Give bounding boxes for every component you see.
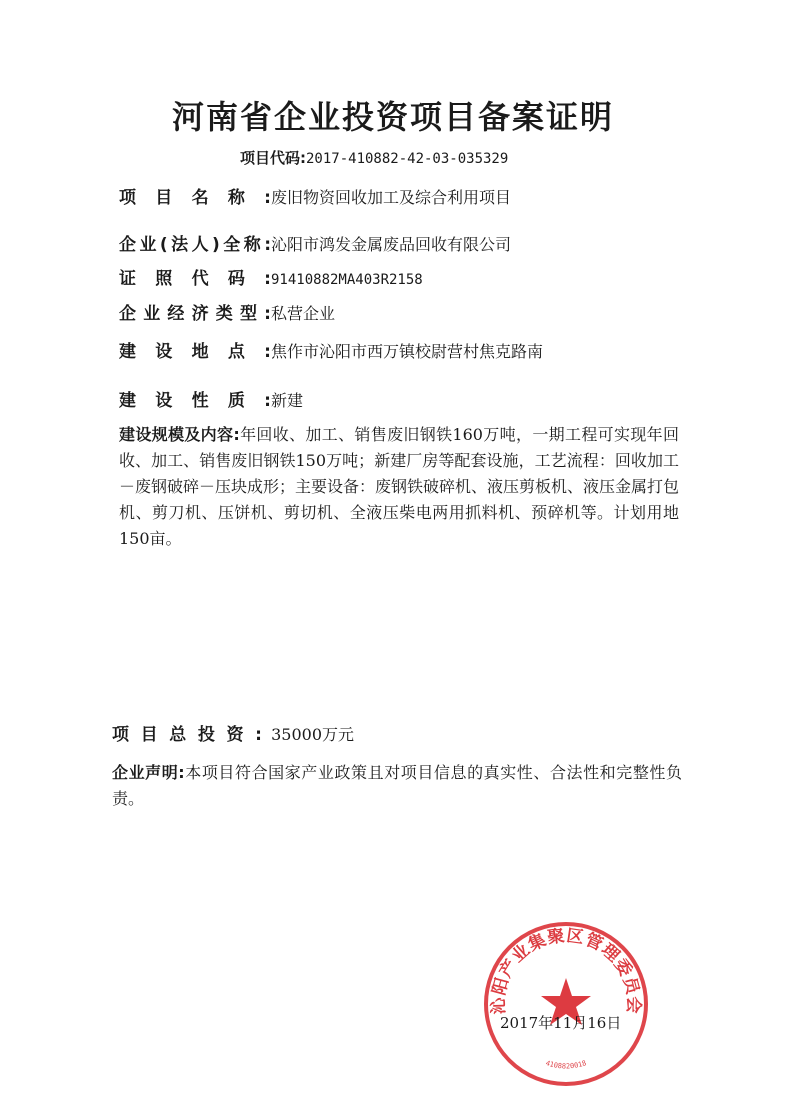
field-value: 沁阳市鸿发金属废品回收有限公司	[271, 235, 512, 254]
project-code	[240, 147, 508, 168]
field-project-name	[119, 183, 511, 208]
total-investment	[112, 720, 354, 745]
stamp-serial: 4108820018	[544, 1059, 588, 1071]
field-label: 建设地点:	[119, 342, 271, 362]
field-value: 91410882MA403R2158	[271, 272, 423, 288]
project-code-label: 项目代码:	[240, 149, 306, 167]
document-title: 河南省企业投资项目备案证明	[171, 98, 614, 136]
total-investment-label: 项目总投资:	[112, 725, 262, 745]
construction-scale-label: 建设规模及内容:	[119, 425, 240, 444]
field-value: 废旧物资回收加工及综合利用项目	[271, 188, 512, 207]
stamp-text: 沁阳产业集聚区管理委员会	[488, 925, 644, 1015]
field-label: 企业(法人)全称:	[119, 235, 271, 255]
declaration-label: 企业声明:	[112, 763, 185, 782]
field-value: 私营企业	[271, 304, 336, 323]
issue-date: 2017年11月16日	[500, 1014, 622, 1032]
field-value: 焦作市沁阳市西万镇校尉营村焦克路南	[271, 342, 544, 361]
field-license-code	[119, 264, 423, 289]
official-seal-stamp	[480, 918, 652, 1090]
construction-scale	[119, 422, 679, 552]
field-location	[119, 337, 543, 362]
field-label: 证照代码:	[119, 269, 271, 289]
declaration-text: 本项目符合国家产业政策且对项目信息的真实性、合法性和完整性负责。	[112, 763, 682, 808]
field-value: 新建	[271, 391, 304, 410]
field-label: 建设性质:	[119, 391, 271, 411]
field-label: 项目名称:	[119, 188, 271, 208]
field-label: 企业经济类型:	[119, 304, 271, 324]
field-nature	[119, 386, 303, 411]
project-code-value: 2017-410882-42-03-035329	[306, 151, 509, 167]
total-investment-value: 35000万元	[271, 725, 354, 744]
enterprise-declaration	[112, 760, 682, 812]
field-enterprise	[119, 230, 511, 255]
construction-scale-text: 年回收、加工、销售废旧钢铁160万吨，一期工程可实现年回收、加工、销售废旧钢铁150万吨；新建厂房等配套设施，工艺流程：回收加工－废钢破碎－压块成形；主要设备：废钢铁破碎机、液压剪板机、液压金属打包机、剪刀机、压饼机、剪切机、全液压柴电两用抓料机、预碎机等。计划用地150亩。	[119, 425, 680, 548]
svg-text:4108820018	[545, 1059, 588, 1070]
field-economic-type	[119, 299, 335, 324]
